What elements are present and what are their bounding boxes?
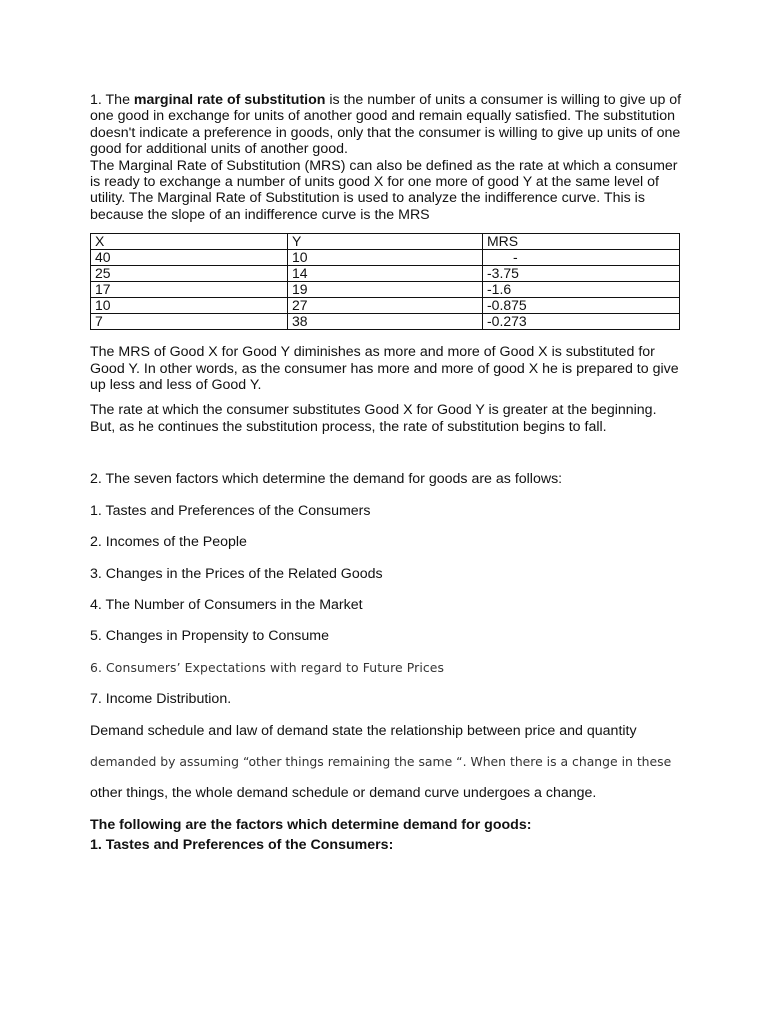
- table-row: [91, 266, 680, 282]
- factor-item: 4. The Number of Consumers in the Market: [90, 596, 363, 613]
- intro-prefix: 1. The: [90, 92, 134, 108]
- table-cell: 7: [91, 314, 288, 330]
- table-header-x: X: [91, 234, 288, 250]
- demand-schedule-line: other things, the whole demand schedule or demand curve undergoes a change.: [90, 785, 597, 802]
- table-header-row: [91, 234, 680, 250]
- table-cell: 10: [91, 298, 288, 314]
- mrs-table: [90, 233, 680, 330]
- demand-schedule-line: Demand schedule and law of demand state the relationship between price and quantity: [90, 722, 637, 739]
- table-row: [91, 250, 680, 266]
- factor-item: 5. Changes in Propensity to Consume: [90, 628, 329, 645]
- table-cell: -: [483, 250, 680, 266]
- intro-rest: is the number of units a consumer is willing to give up of one good in exchange for units of another good and remain equally satisfied. The substitution doesn't indicate a preference in goods, only that the consumer is willing to give up units of one good for additional units of another good.: [90, 92, 682, 158]
- factor-item: 6. Consumers’ Expectations with regard to Future Prices: [90, 659, 445, 675]
- factor-item: 2. Incomes of the People: [90, 534, 247, 551]
- factors-intro: 2. The seven factors which determine the demand for goods are as follows:: [90, 471, 563, 488]
- factor-item: 3. Changes in the Prices of the Related Goods: [90, 565, 383, 582]
- mrs-term: marginal rate of substitution: [133, 92, 326, 108]
- table-row: [91, 298, 680, 314]
- table-cell: -0.875: [483, 298, 680, 314]
- factor-item: 7. Income Distribution.: [90, 691, 232, 708]
- table-cell: -3.75: [483, 266, 680, 282]
- table-cell: 38: [288, 314, 483, 330]
- table-cell: 17: [91, 282, 288, 298]
- factor-item: 1. Tastes and Preferences of the Consumers: [90, 502, 371, 519]
- table-cell: -0.273: [483, 314, 680, 330]
- substitution-rate-paragraph: The rate at which the consumer substitutes Good X for Good Y is greater at the beginning. But, as he continues the substitution process, the rate of substitution begins to fall.: [90, 402, 657, 435]
- mrs-alt-definition-paragraph: The Marginal Rate of Substitution (MRS) can also be defined as the rate at which a consumer is ready to exchange a number of units good X for one more of good Y at the same level of utility. The Marginal Rate of Substitution is used to analyze the indifference curve. This is because the slope of an indifference curve is the MRS: [90, 157, 678, 223]
- table-header-mrs: MRS: [483, 234, 680, 250]
- table-cell: 40: [91, 250, 288, 266]
- table-cell: 10: [288, 250, 483, 266]
- tastes-heading: 1. Tastes and Preferences of the Consumers:: [90, 837, 394, 854]
- table-row: [91, 314, 680, 330]
- table-cell: 25: [91, 266, 288, 282]
- table-row: [91, 282, 680, 298]
- table-cell: 14: [288, 266, 483, 282]
- factors-heading: The following are the factors which determine demand for goods:: [90, 816, 532, 833]
- table-header-y: Y: [288, 234, 483, 250]
- demand-schedule-line: demanded by assuming “other things remaining the same “. When there is a change in these: [90, 753, 672, 769]
- document-page: [90, 92, 682, 854]
- table-cell: 27: [288, 298, 483, 314]
- table-cell: 19: [288, 282, 483, 298]
- mrs-diminishes-paragraph: The MRS of Good X for Good Y diminishes as more and more of Good X is substituted for Good Y. In other words, as the consumer has more and more of good X he is prepared to give up less and less of Good Y.: [90, 344, 679, 394]
- mrs-definition-paragraph: [90, 92, 682, 158]
- table-cell: -1.6: [483, 282, 680, 298]
